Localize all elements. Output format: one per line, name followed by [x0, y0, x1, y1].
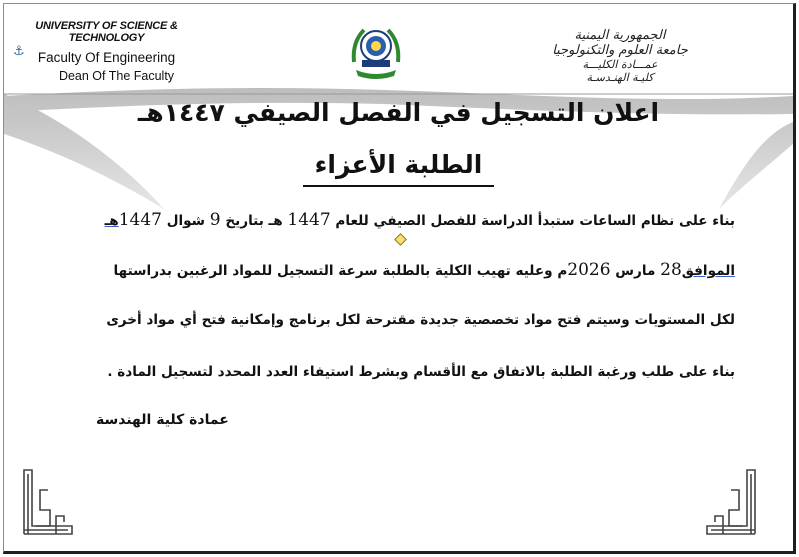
deanship-label-ar: عمـــادة الكليـــة — [582, 58, 658, 71]
corner-ornament-left — [20, 460, 76, 538]
announcement-title: اعلان التسجيل في الفصل الصيفي ١٤٤٧هـ — [137, 98, 660, 127]
body-line-3: لكل المستويات وسيتم فتح مواد تخصصية جديدة مقترحة لكل برنامج وإمكانية فتح أي مواد أخرى — [106, 312, 735, 328]
header-arabic — [550, 28, 690, 84]
university-name-ar: جامعة العلوم والتكنولوجيا — [552, 43, 688, 58]
anchor-icon[interactable]: ⚓ — [13, 44, 25, 59]
body-line-2 — [45, 260, 735, 280]
document-page — [3, 3, 796, 554]
announcement-subtitle — [4, 150, 793, 179]
body-line-1 — [45, 210, 735, 230]
university-name: UNIVERSITY OF SCIENCE & TECHNOLOGY — [35, 20, 178, 44]
body-text-span: مارس — [610, 263, 661, 279]
corner-ornament-right — [703, 460, 759, 538]
day-number: 28 — [660, 260, 682, 280]
faculty-name: Faculty Of Engineering — [37, 50, 176, 65]
body-text-span: هـ بتاريخ — [220, 213, 288, 229]
university-emblem-icon — [348, 22, 404, 80]
year-number: 2026 — [567, 260, 611, 280]
year-number: 1447 — [287, 210, 331, 230]
republic-name: الجمهورية اليمنية — [574, 28, 666, 43]
signature: عمادة كلية الهندسة — [96, 412, 229, 428]
body-text-span: م وعليه تهيب الكلية بالطلبة سرعة التسجيل للمواد الرغبين بدراستها — [113, 263, 568, 279]
dean-label: Dean Of The Faculty — [58, 69, 175, 83]
body-line-4: بناء على طلب ورغبة الطلبة بالاتفاق مع الأقسام وبشرط استيفاء العدد المحدد لتسجيل المادة . — [107, 364, 735, 380]
body-text-span: شوال — [161, 213, 210, 229]
faculty-name-ar: كليـة الهنـدسـة — [586, 71, 654, 84]
day-number: 9 — [209, 210, 221, 230]
hijri-suffix: هـ — [104, 213, 119, 229]
body-text-span: الموافق — [681, 263, 735, 279]
year-number: 1447 — [118, 210, 162, 230]
subtitle-text: الطلبة الأعزاء — [303, 150, 495, 187]
header-english — [4, 20, 209, 83]
body-text-span: بناء على نظام الساعات ستبدأ الدراسة للفصل الصيفي للعام — [330, 213, 735, 229]
